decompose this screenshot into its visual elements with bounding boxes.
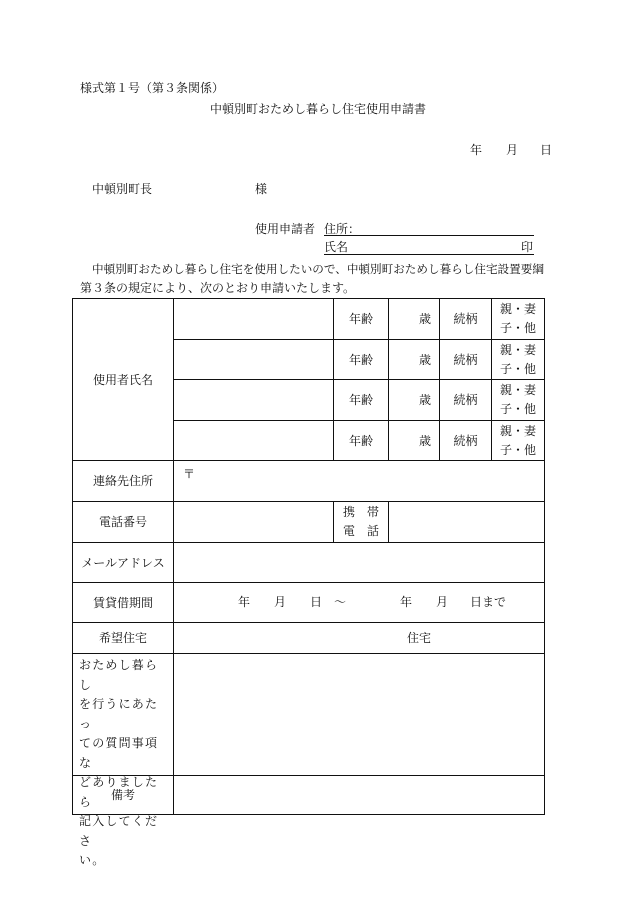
address-underline	[324, 235, 534, 236]
email-field[interactable]	[174, 543, 544, 582]
relation-options-line-2: 子・他	[499, 442, 536, 457]
mobile-label-line-1: 携 帯	[342, 505, 379, 519]
honorific: 様	[255, 182, 268, 196]
period-year-2: 年	[400, 595, 413, 609]
email-label: メールアドレス	[81, 555, 165, 570]
date-day: 日	[540, 143, 553, 157]
user-name-field-4[interactable]	[174, 421, 333, 460]
period-year-1: 年	[238, 595, 251, 609]
contact-address-label: 連絡先住所	[92, 474, 153, 488]
desired-house-field[interactable]	[174, 623, 544, 653]
relation-options	[492, 299, 544, 339]
date-month: 月	[506, 143, 519, 157]
relation-options	[492, 340, 544, 379]
questions-label-line: どありましたら	[79, 775, 159, 809]
remarks-label: 備考	[110, 788, 135, 802]
questions-label-line: ての質問事項な	[79, 736, 159, 770]
intro-line-1: 中頓別町おためし暮らし住宅を使用したいので、中頓別町おためし暮らし住宅設置要綱	[92, 262, 544, 276]
relation-options-line-2: 子・他	[499, 361, 536, 376]
applicant-label: 使用申請者	[255, 222, 316, 236]
questions-label-line: 記入してくださ	[79, 814, 159, 848]
age-label: 年齢	[348, 433, 373, 448]
relation-options-line-1: 親・妻	[499, 383, 536, 397]
relation-label: 続柄	[453, 312, 478, 326]
date-year: 年	[470, 143, 483, 157]
period-month-1: 月	[274, 595, 287, 609]
relation-label: 続柄	[453, 393, 478, 407]
relation-options-line-1: 親・妻	[499, 423, 536, 438]
rental-period-label: 賃貸借期間	[92, 595, 153, 610]
rental-period-field[interactable]	[174, 583, 544, 622]
age-label: 年齢	[348, 393, 373, 407]
questions-label-line: を行うにあたっ	[79, 697, 159, 731]
seal-mark: 印	[521, 240, 534, 254]
postal-mark: 〒	[183, 467, 196, 481]
user-name-field-1[interactable]	[174, 299, 333, 339]
relation-options	[492, 421, 544, 460]
questions-label	[79, 656, 171, 871]
age-label: 年齢	[348, 312, 373, 326]
questions-field[interactable]	[174, 654, 544, 775]
mobile-label	[334, 502, 388, 542]
age-unit: 歳	[418, 352, 431, 367]
questions-label-line: おためし暮らし	[79, 658, 159, 692]
desired-house-label: 希望住宅	[98, 631, 147, 645]
age-label: 年齢	[348, 352, 373, 367]
relation-options	[492, 380, 544, 420]
desired-house-suffix: 住宅	[407, 631, 432, 645]
relation-options-line-2: 子・他	[499, 321, 536, 335]
addressee: 中頓別町長	[92, 182, 153, 196]
period-day-1: 日 ～	[310, 595, 347, 609]
relation-options-line-2: 子・他	[499, 402, 536, 416]
address-label: 住所：	[324, 222, 361, 236]
relation-options-line-1: 親・妻	[499, 302, 536, 316]
mobile-field[interactable]	[389, 502, 544, 542]
phone-field[interactable]	[174, 502, 333, 542]
name-label: 氏名	[324, 240, 349, 254]
remarks-field[interactable]	[174, 776, 544, 814]
age-unit: 歳	[418, 312, 431, 326]
period-month-2: 月	[436, 595, 449, 609]
form-number: 様式第１号（第３条関係）	[80, 81, 225, 95]
users-label: 使用者氏名	[92, 372, 153, 387]
page-title: 中頓別町おためし暮らし住宅使用申請書	[210, 102, 427, 116]
intro-line-2: 第３条の規定により、次のとおり申請いたします。	[80, 281, 356, 295]
phone-label: 電話番号	[98, 515, 147, 529]
user-name-field-3[interactable]	[174, 380, 333, 420]
relation-options-line-1: 親・妻	[499, 342, 536, 357]
contact-address-field[interactable]	[174, 461, 548, 504]
questions-label-line: い。	[79, 853, 106, 867]
user-name-field-2[interactable]	[174, 340, 333, 379]
age-unit: 歳	[418, 433, 431, 448]
age-unit: 歳	[418, 393, 431, 407]
mobile-label-line-2: 電 話	[342, 524, 379, 538]
period-day-2: 日まで	[470, 595, 507, 609]
relation-label: 続柄	[453, 352, 478, 367]
name-underline	[324, 254, 534, 255]
relation-label: 続柄	[453, 433, 478, 448]
